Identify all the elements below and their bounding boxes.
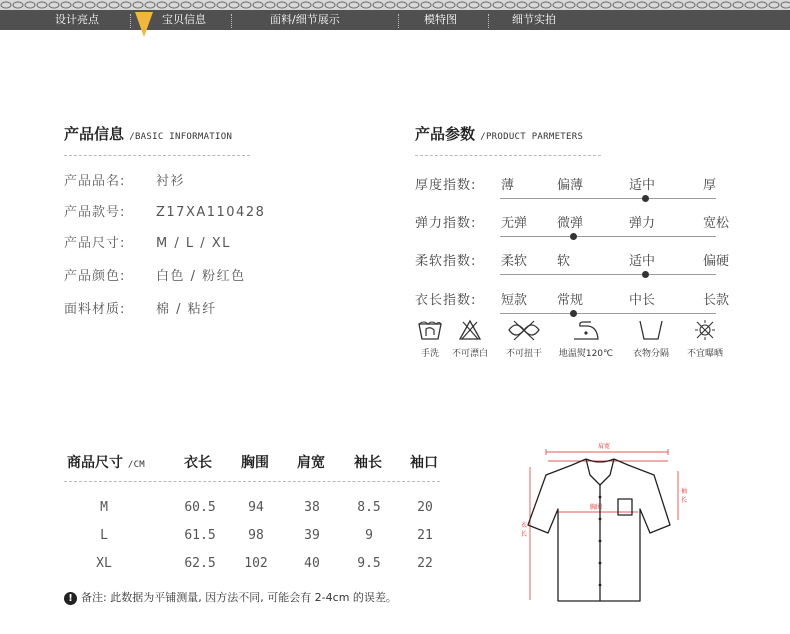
param-option: 宽松 bbox=[703, 216, 730, 231]
nav-separator bbox=[488, 14, 489, 28]
col-header-length: 衣长 bbox=[184, 455, 212, 471]
param-option: 偏薄 bbox=[557, 178, 584, 193]
size-label-cell: L bbox=[100, 528, 108, 543]
care-hand-wash bbox=[415, 318, 445, 359]
sleeve-label-1: 袖 bbox=[681, 488, 688, 495]
size-value-cell: 61.5 bbox=[184, 528, 216, 543]
param-selected-dot bbox=[642, 271, 649, 278]
param-scale-line bbox=[500, 313, 716, 314]
separate-wash-icon bbox=[637, 318, 665, 342]
chest-label: 胸围 bbox=[590, 504, 603, 511]
param-option: 软 bbox=[557, 254, 571, 269]
param-option: 弹力 bbox=[629, 216, 656, 231]
divider bbox=[64, 481, 440, 482]
product-params-subtitle: /PRODUCT PARMETERS bbox=[480, 132, 584, 142]
care-label: 地温熨120℃ bbox=[558, 349, 614, 359]
shoulder-label: 肩宽 bbox=[598, 443, 611, 450]
param-selected-dot bbox=[642, 195, 649, 202]
size-value-cell: 20 bbox=[417, 500, 433, 515]
length-label-1: 衣 bbox=[521, 522, 528, 529]
info-label: 产品品名: bbox=[64, 174, 126, 189]
col-header-sleeve: 袖长 bbox=[354, 455, 382, 471]
nav-separator bbox=[130, 14, 131, 28]
info-row-color bbox=[64, 265, 246, 284]
param-option: 长款 bbox=[703, 293, 730, 308]
size-unit: /CM bbox=[127, 460, 146, 470]
warning-icon: ! bbox=[64, 592, 77, 605]
product-info-subtitle: /BASIC INFORMATION bbox=[129, 132, 233, 142]
size-label-cell: XL bbox=[96, 556, 112, 571]
param-scale-line bbox=[500, 198, 716, 199]
param-selected-dot bbox=[570, 233, 577, 240]
chain-pattern bbox=[0, 0, 790, 10]
care-label: 不宜曝晒 bbox=[686, 349, 723, 359]
size-value-cell: 94 bbox=[248, 500, 264, 515]
param-label: 柔软指数: bbox=[415, 254, 477, 269]
info-label: 产品尺寸: bbox=[64, 236, 126, 251]
divider bbox=[415, 155, 601, 156]
info-row-name bbox=[64, 170, 185, 189]
top-nav bbox=[0, 0, 790, 30]
param-option: 短款 bbox=[501, 293, 528, 308]
measurement-note bbox=[64, 589, 397, 605]
size-value-cell: 22 bbox=[417, 556, 433, 571]
param-option: 适中 bbox=[629, 178, 656, 193]
size-value-cell: 9 bbox=[365, 528, 373, 543]
note-text: 备注: 此数据为平铺测量, 因方法不同, 可能会有 2-4cm 的误差。 bbox=[81, 591, 397, 604]
info-row-size bbox=[64, 232, 231, 251]
info-value: M / L / XL bbox=[156, 236, 231, 251]
care-label: 手洗 bbox=[420, 349, 439, 359]
tab-model-photos[interactable]: 模特图 bbox=[424, 13, 457, 26]
param-scale-line bbox=[500, 236, 716, 237]
tab-product-info[interactable]: 宝贝信息 bbox=[162, 13, 206, 26]
care-no-bleach bbox=[446, 318, 494, 359]
care-no-sun-dry bbox=[681, 318, 729, 359]
size-value-cell: 38 bbox=[304, 500, 320, 515]
no-wring-icon bbox=[506, 318, 542, 342]
info-value: 白色 / 粉红色 bbox=[156, 269, 246, 284]
info-value: 衬衫 bbox=[156, 174, 186, 189]
size-label-cell: M bbox=[100, 500, 108, 515]
no-bleach-icon bbox=[458, 318, 482, 342]
length-label-2: 长 bbox=[521, 531, 528, 538]
param-option: 适中 bbox=[629, 254, 656, 269]
active-tab-marker bbox=[135, 12, 153, 37]
size-value-cell: 9.5 bbox=[357, 556, 381, 571]
col-header-shoulder: 肩宽 bbox=[297, 455, 325, 471]
info-value: Z17XA110428 bbox=[156, 205, 266, 220]
param-label: 衣长指数: bbox=[415, 293, 477, 308]
size-value-cell: 60.5 bbox=[184, 500, 216, 515]
size-table-title bbox=[67, 452, 145, 472]
param-option: 薄 bbox=[501, 178, 515, 193]
param-option: 微弹 bbox=[557, 216, 584, 231]
tab-design-highlights[interactable]: 设计亮点 bbox=[55, 13, 99, 26]
nav-separator bbox=[398, 14, 399, 28]
param-option: 无弹 bbox=[501, 216, 528, 231]
care-label: 不可漂白 bbox=[451, 349, 488, 359]
param-option: 厚 bbox=[703, 178, 717, 193]
col-header-cuff: 袖口 bbox=[410, 455, 438, 471]
divider bbox=[64, 155, 250, 156]
care-low-iron bbox=[556, 318, 616, 359]
sleeve-label-2: 长 bbox=[681, 497, 688, 504]
no-sun-dry-icon bbox=[693, 318, 717, 342]
care-label: 不可扭干 bbox=[505, 349, 542, 359]
care-no-wring bbox=[500, 318, 548, 359]
info-label: 产品款号: bbox=[64, 205, 126, 220]
product-params-heading: 产品参数 bbox=[415, 125, 476, 143]
size-value-cell: 39 bbox=[304, 528, 320, 543]
size-value-cell: 21 bbox=[417, 528, 433, 543]
info-label: 产品颜色: bbox=[64, 269, 126, 284]
tab-detail-shots[interactable]: 细节实拍 bbox=[512, 13, 556, 26]
care-separate-wash bbox=[627, 318, 675, 359]
size-value-cell: 62.5 bbox=[184, 556, 216, 571]
hand-wash-icon bbox=[417, 318, 443, 342]
size-value-cell: 98 bbox=[248, 528, 264, 543]
param-option: 偏硬 bbox=[703, 254, 730, 269]
param-option: 柔软 bbox=[501, 254, 528, 269]
tab-fabric-details[interactable]: 面料/细节展示 bbox=[270, 13, 340, 26]
param-label: 厚度指数: bbox=[415, 178, 477, 193]
param-option: 中长 bbox=[629, 293, 656, 308]
product-info-title bbox=[64, 123, 232, 144]
size-value-cell: 102 bbox=[244, 556, 268, 571]
info-value: 棉 / 粘纤 bbox=[156, 302, 217, 317]
param-scale-line bbox=[500, 274, 716, 275]
size-value-cell: 8.5 bbox=[357, 500, 381, 515]
param-label: 弹力指数: bbox=[415, 216, 477, 231]
info-row-material bbox=[64, 298, 217, 317]
param-option: 常规 bbox=[557, 293, 584, 308]
product-params-title bbox=[415, 123, 583, 144]
shirt-measurement-diagram bbox=[518, 435, 694, 605]
size-title-text: 商品尺寸 bbox=[67, 455, 123, 471]
nav-separator bbox=[231, 14, 232, 28]
size-value-cell: 40 bbox=[304, 556, 320, 571]
param-selected-dot bbox=[570, 310, 577, 317]
col-header-chest: 胸围 bbox=[241, 455, 269, 471]
info-row-style-no bbox=[64, 201, 265, 220]
low-iron-icon bbox=[571, 318, 601, 342]
info-label: 面料材质: bbox=[64, 302, 126, 317]
shirt-outline bbox=[528, 459, 670, 601]
nav-bar bbox=[0, 10, 790, 30]
product-info-heading: 产品信息 bbox=[64, 125, 125, 143]
care-label: 衣物分隔 bbox=[632, 349, 669, 359]
